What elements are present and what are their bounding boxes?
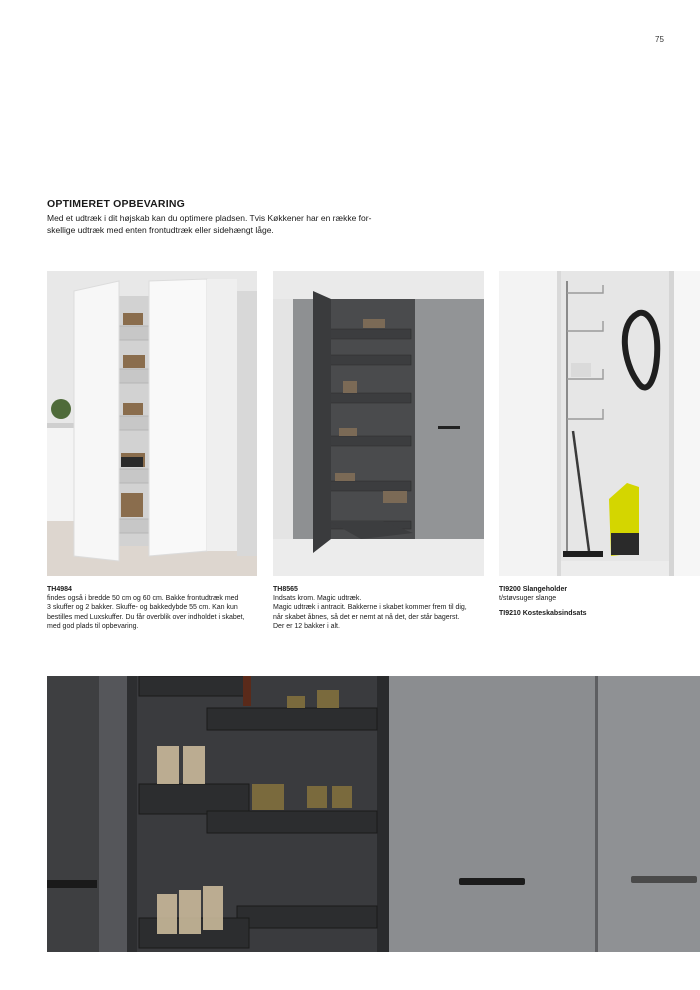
caption-line: Der er 12 bakker i alt. — [273, 622, 340, 630]
caption-line: bestilles med Luxskuffer. Du får overblik over indholdet i skabet, — [47, 613, 245, 621]
intro-line-2: skellige udtræk med enten frontudtræk eller sidehængt låge. — [47, 225, 274, 235]
photo-white-tall-cabinet — [47, 271, 257, 576]
caption-line: findes også i bredde 50 cm og 60 cm. Bakke frontudtræk med — [47, 595, 239, 603]
caption-line: når skabet åbnes, så det er nemt at nå det, der står bagerst. — [273, 613, 460, 621]
product-code: TI9200 Slangeholder — [499, 586, 568, 593]
photo-anthracite-magic-unit — [273, 271, 484, 576]
intro-line-1: Med et udtræk i dit højskab kan du optimere pladsen. Tvis Køkkener har en række for- — [47, 213, 372, 223]
product-code: TH4984 — [47, 586, 72, 593]
caption-line: t/støvsuger slange — [499, 595, 557, 603]
caption-ti9200 — [499, 585, 694, 619]
photo-broom-closet — [499, 271, 700, 576]
product-code: TH8565 — [273, 586, 298, 593]
section-heading: OPTIMERET OPBEVARING — [47, 198, 185, 210]
caption-line: Indsats krom. Magic udtræk. — [273, 595, 362, 603]
photo-pantry-pullout-closeup — [47, 676, 700, 952]
caption-th8565 — [273, 585, 495, 631]
caption-th4984 — [47, 585, 267, 631]
caption-line: med god plads til opbevaring. — [47, 622, 139, 630]
section-intro — [47, 212, 392, 236]
page-number: 75 — [655, 35, 664, 44]
product-code-secondary: TI9210 Kosteskabsindsats — [499, 610, 587, 618]
caption-line: Magic udtræk i antracit. Bakkerne i skabet kommer frem til dig, — [273, 604, 467, 612]
caption-line: 3 skuffer og 2 bakker. Skuffe- og bakkedybde 55 cm. Kan kun — [47, 604, 238, 612]
